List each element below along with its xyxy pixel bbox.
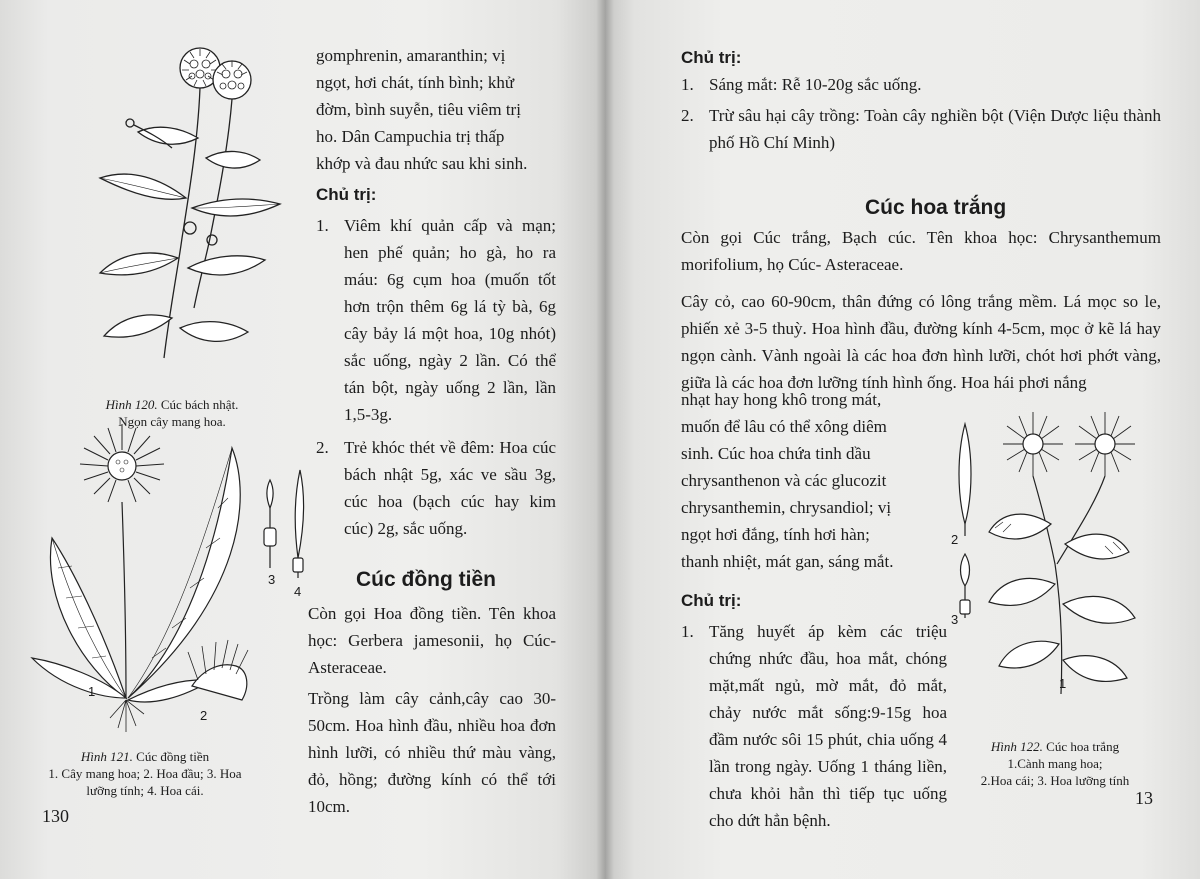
figure-122-subtitle-1: 1.Cành mang hoa; <box>1007 756 1103 771</box>
column-line-4: chrysanthenon và các glucozit <box>681 471 887 490</box>
right-top-text <box>681 44 1161 156</box>
page-number-left: 130 <box>42 806 69 826</box>
figure-122-caption <box>955 738 1155 789</box>
list-item-number: 1. <box>681 75 694 94</box>
list-item-text: Viêm khí quản cấp và mạn; hen phế quản; ho gà, ho ra máu: 6g cụm hoa (muốn tốt hơn trộn thêm 6g lá tỳ bà, 6g cây bảy lá một hoa, 10g nhót) sắc uống, ngày 2 lần. Có thể tán bột, ngày uống 2 lần, lần 1,5-3g. <box>344 216 556 424</box>
intro-line-1: gomphrenin, amaranthin; vị <box>316 46 506 65</box>
page-number-right: 13 <box>1135 788 1153 808</box>
list-item-text: Sáng mắt: Rễ 10-20g sắc uống. <box>709 75 922 94</box>
figure-122-label-3: 3 <box>951 612 959 627</box>
list-item <box>681 102 1161 156</box>
list-item-text: Trẻ khóc thét về đêm: Hoa cúc bách nhật 5g, xác ve sầu 3g, cúc hoa (bạch cúc hay kim cúc) 2g, sắc uống. <box>344 438 556 538</box>
right-page <box>605 0 1200 879</box>
list-item-text: Trừ sâu hại cây trồng: Toàn cây nghiền bột (Viện Dược liệu thành phố Hồ Chí Minh) <box>709 106 1161 152</box>
chu-tri-heading-2: Chủ trị: <box>681 591 742 610</box>
figure-121-label-2: 2 <box>200 708 208 723</box>
figure-121-label-1: 1 <box>88 684 96 699</box>
list-item <box>681 618 947 834</box>
list-item <box>681 71 1161 98</box>
hoa-trang-text <box>681 224 1161 396</box>
intro-line-5: khớp và đau nhức sau khi sinh. <box>316 154 528 173</box>
left-column-text <box>316 42 556 542</box>
hoa-trang-treatment-list <box>681 618 947 834</box>
figure-120-illustration <box>60 28 300 378</box>
book-gutter <box>596 0 614 879</box>
figure-120-title: Cúc bách nhật. <box>157 397 239 412</box>
column-line-7: thanh nhiệt, mát gan, sáng mắt. <box>681 552 894 571</box>
column-line-6: ngọt hơi đắng, tính hơi hàn; <box>681 525 870 544</box>
intro-line-2: ngọt, hơi chát, tính bình; khử <box>316 73 515 92</box>
top-treatment-list <box>681 71 1161 156</box>
section-title-cuc-dong-tien: Cúc đồng tiền <box>356 568 496 591</box>
figure-121-label-4: 4 <box>294 584 302 599</box>
figure-121-caption <box>30 748 260 799</box>
section-title-cuc-hoa-trang: Cúc hoa trắng <box>865 196 1007 219</box>
hoa-trang-column <box>681 386 947 834</box>
column-line-5: chrysanthemin, chrysandiol; vị <box>681 498 892 517</box>
list-item-number: 2. <box>681 106 694 125</box>
list-item-number: 1. <box>681 622 694 641</box>
intro-line-3: đờm, bình suyễn, tiêu viêm trị <box>316 100 521 119</box>
dong-tien-intro: Còn gọi Hoa đồng tiền. Tên khoa học: Gerbera jamesonii, họ Cúc-Asteraceae. <box>308 604 556 677</box>
figure-122-subtitle-2: 2.Hoa cái; 3. Hoa lưỡng tính <box>980 773 1130 788</box>
list-item <box>316 212 556 428</box>
intro-line-4: ho. Dân Campuchia trị thấp <box>316 127 505 146</box>
column-line-3: sinh. Cúc hoa chứa tinh dầu <box>681 444 871 463</box>
figure-121-title: Cúc đồng tiền <box>132 749 210 764</box>
figure-122-title: Cúc hoa trắng <box>1042 739 1120 754</box>
figure-121-label: Hình 121. <box>80 749 133 764</box>
figure-121-subtitle-1: 1. Cây mang hoa; 2. Hoa đầu; 3. Hoa <box>48 766 242 781</box>
dong-tien-text <box>308 600 556 820</box>
column-line-1: nhạt hay hong khô trong mát, <box>681 390 882 409</box>
hoa-trang-intro: Còn gọi Cúc trắng, Bạch cúc. Tên khoa học: Chrysanthemum morifolium, họ Cúc- Asteraceae. <box>681 228 1161 274</box>
list-item-number: 2. <box>316 438 329 457</box>
chu-tri-heading-top: Chủ trị: <box>681 48 742 67</box>
figure-121-label-3: 3 <box>268 572 276 587</box>
treatment-list <box>316 212 556 542</box>
chu-tri-heading: Chủ trị: <box>316 185 377 204</box>
figure-122-label-1: 1 <box>1059 676 1067 691</box>
figure-120-subtitle: Ngọn cây mang hoa. <box>118 414 226 429</box>
hoa-trang-desc: Cây cỏ, cao 60-90cm, thân đứng có lông trắng mềm. Lá mọc so le, phiến xẻ 3-5 thuỳ. Hoa hình đầu, đường kính 4-5cm, mọc ở kẽ lá hay ngọn cành. Vành ngoài là các hoa đơn hình lưỡi, chót hơi phớt vàng, giữa là các hoa đơn lưỡng tính hình ống. Hoa hái phơi nắng <box>681 292 1161 392</box>
figure-122-label-2: 2 <box>951 532 959 547</box>
figure-120-label: Hình 120. <box>105 397 158 412</box>
list-item-number: 1. <box>316 216 329 235</box>
figure-121-illustration <box>22 418 322 738</box>
list-item <box>316 434 556 542</box>
figure-121-subtitle-2: lưỡng tính; 4. Hoa cái. <box>86 783 204 798</box>
dong-tien-desc: Trồng làm cây cảnh,cây cao 30-50cm. Hoa hình đầu, nhiều hoa đơn hình lưỡi, có nhiều thứ màu vàng, đỏ, hồng; đường kính có thể tới 10cm. <box>308 689 556 816</box>
figure-122-label: Hình 122. <box>990 739 1043 754</box>
list-item-text: Tăng huyết áp kèm các triệu chứng nhức đầu, hoa mắt, chóng mặt,mất ngủ, mờ mắt, đỏ mắt, chảy nước mắt sống:9-15g hoa đầm nước sôi 15 phút, chia uống 4 lần trong ngày. Uống 1 tháng liền, chưa khỏi hẳn thì tiếp tục uống cho dứt hẳn bệnh. <box>709 622 947 830</box>
column-line-2: muốn để lâu có thể xông diêm <box>681 417 887 436</box>
